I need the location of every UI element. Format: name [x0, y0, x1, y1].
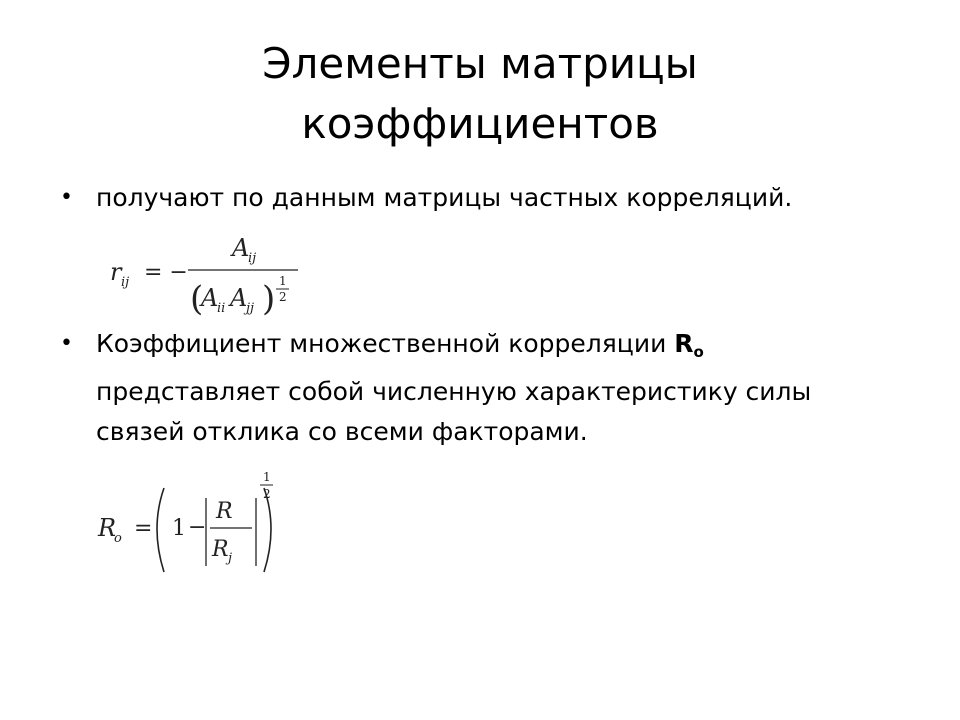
- partial-correlation-formula: [108, 224, 308, 320]
- f1-den-a-sub: ii: [217, 301, 226, 316]
- f2-num: R: [216, 499, 233, 524]
- title-line-1: Элементы матрицы: [262, 39, 698, 88]
- f1-den-b-sub: jj: [246, 301, 255, 316]
- bullet-marker: •: [60, 331, 73, 356]
- bullet-item-1: [60, 178, 900, 218]
- f1-den-b: A: [230, 284, 248, 312]
- multiple-correlation-formula: [90, 462, 290, 582]
- f2-exp-num: 1: [263, 470, 271, 484]
- f1-num-sub: ij: [248, 251, 257, 266]
- f2-den: R: [212, 537, 229, 562]
- f2-paren-left: [157, 488, 164, 572]
- f1-lhs-sub: ij: [121, 275, 130, 290]
- f1-lhs: r: [110, 258, 122, 286]
- f2-eq: =: [134, 516, 153, 541]
- f2-one: 1: [172, 516, 186, 541]
- f1-den-a: A: [201, 284, 219, 312]
- slide-title: [0, 34, 960, 154]
- bullet-text-before: Коэффициент множественной корреляции: [96, 329, 675, 358]
- bullet-text: [96, 324, 900, 452]
- bullet-text-line2: представляет собой численную характеристику силы: [96, 377, 812, 406]
- f2-den-sub: j: [228, 551, 233, 566]
- f2-minus: −: [188, 515, 207, 540]
- f1-exp-num: 1: [279, 274, 287, 288]
- bullet-marker: •: [60, 185, 73, 210]
- bullet-bold-symbol: R: [674, 329, 694, 358]
- bullet-text-line3: связей отклика со всеми факторами.: [96, 417, 588, 446]
- bullet-bold-subscript: o: [693, 343, 704, 361]
- f1-exp-den: 2: [279, 290, 287, 304]
- f2-lhs-sub: o: [114, 531, 122, 546]
- f1-paren-left: (: [190, 279, 204, 319]
- f1-num: A: [232, 234, 250, 262]
- f1-paren-right: ): [262, 279, 276, 319]
- f2-exp-den: 2: [263, 487, 271, 501]
- bullet-item-2: [60, 324, 900, 452]
- bullet-text: получают по данным матрицы частных корреляций.: [96, 183, 793, 212]
- title-line-2: коэффициентов: [301, 99, 659, 148]
- f2-lhs: R: [98, 514, 117, 542]
- f1-eq: = −: [144, 260, 188, 285]
